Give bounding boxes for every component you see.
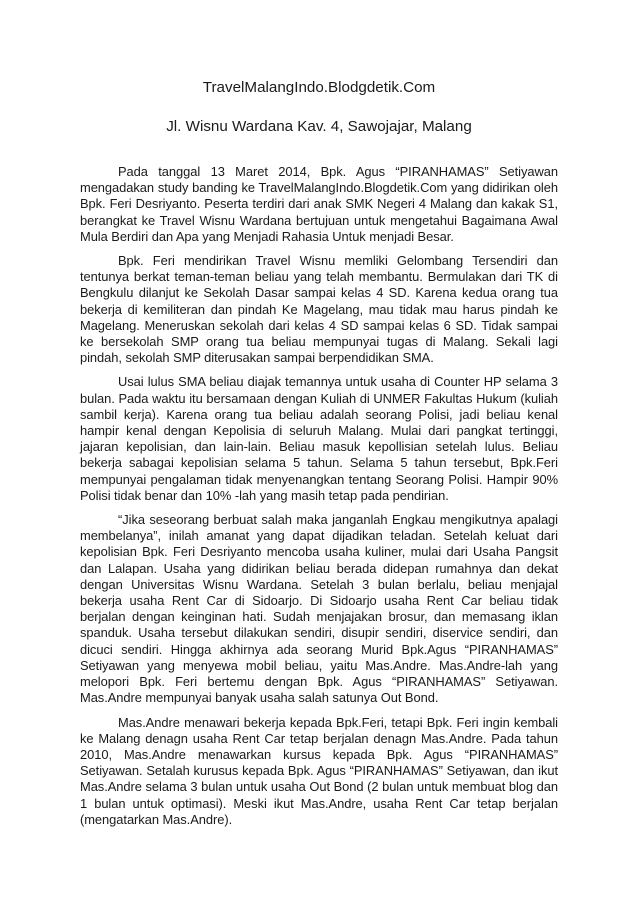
paragraph-5: Mas.Andre menawari bekerja kepada Bpk.Feri, tetapi Bpk. Feri ingin kembali ke Malang denagn usaha Rent Car tetap berjalan denagn Mas.Andre. Pada tahun 2010, Mas.Andre menawarkan kursus kepada Bpk. Agus “PIRANHAMAS” Setiyawan. Setalah kurusus kepada Bpk. Agus “PIRANHAMAS” Setiyawan, dan ikut Mas.Andre selama 3 bulan untuk usaha Out Bond (2 bulan untuk membuat blog dan 1 bulan untuk optimasi). Meski ikut Mas.Andre, usaha Rent Car tetap berjalan (mengatarkan Mas.Andre). xyxy=(80,714,558,827)
header-address: Jl. Wisnu Wardana Kav. 4, Sawojajar, Malang xyxy=(166,118,472,135)
paragraph-3: Usai lulus SMA beliau diajak temannya untuk usaha di Counter HP selama 3 bulan. Pada waktu itu bersamaan dengan Kuliah di UNMER Fakultas Hukum (kuliah sambil kerja). Karena orang tua beliau adalah seorang Polisi, jadi beliau kenal hampir kenal dengan Kepolisia di seluruh Malang. Mulai dari pangkat tertinggi, jajaran kepolisian, dan lain-lain. Beliau masuk kepollisian setelah lulus. Beliau bekerja sabagai kepolisian selama 5 tahun. Selama 5 tahun tersebut, Bpk.Feri mempunyai pengalaman tidak menyenangkan tentang Seorang Polisi. Hampir 90% Polisi tidak benar dan 10% -lah yang masih tetap pada pendirian. xyxy=(80,374,558,503)
document-body xyxy=(80,164,558,828)
paragraph-4: “Jika seseorang berbuat salah maka janganlah Engkau mengikutnya apalagi membelanya”, inilah amanat yang dapat dijadikan teladan. Setelah keluat dari kepolisian Bpk. Feri Desriyanto mencoba usaha kuliner, mulai dari Usaha Pangsit dan Lalapan. Usaha yang didirikan beliau berada didepan rumahnya dan dekat dengan Universitas Wisnu Wardana. Setelah 3 bulan berlalu, beliau menjajal bekerja usaha Rent Car di Sidoarjo. Di Sidoarjo usaha Rent Car beliau tidak berjalan dengan keinginan hati. Sudah menjajakan brosur, dan memasang iklan spanduk. Usaha tersebut dilakukan sendiri, disupir sendiri, diservice sendiri, dan dicuci sendiri. Hingga akhirnya ada seorang Murid Bpk.Agus “PIRANHAMAS” Setiyawan yang menyewa mobil beliau, yaitu Mas.Andre. Mas.Andre-lah yang melopori Bpk. Feri bertemu dengan Bpk. Agus “PIRANHAMAS” Setiyawan. Mas.Andre mempunyai banyak usaha salah satunya Out Bond. xyxy=(80,512,558,706)
paragraph-1: Pada tanggal 13 Maret 2014, Bpk. Agus “PIRANHAMAS” Setiyawan mengadakan study banding ke TravelMalangIndo.Blogdetik.Com yang didirikan oleh Bpk. Feri Desriyanto. Peserta terdiri dari anak SMK Negeri 4 Malang dan kakak S1, berangkat ke Travel Wisnu Wardana bertujuan untuk mengetahui Bagaimana Awal Mula Berdiri dan Apa yang Menjadi Rahasia Untuk menjadi Besar. xyxy=(80,164,558,244)
header-site-name: TravelMalangIndo.Blodgdetik.Com xyxy=(202,79,436,96)
paragraph-2: Bpk. Feri mendirikan Travel Wisnu memliki Gelombang Tersendiri dan tentunya berkat teman-teman beliau yang telah membantu. Bermulakan dari TK di Bengkulu dilanjut ke Sekolah Dasar sampai kelas 4 SD. Karena kedua orang tua bekerja di kemiliteran dan pindah Ke Magelang, mau tidak mau harus pindah ke Magelang. Meneruskan sekolah dari kelas 4 SD sampai kelas 6 SD. Tidak sampai ke bersekolah SMP orang tua beliau mempunyai tugas di Malang. Sekali lagi pindah, sekolah SMP diterusakan sampai berpendidikan SMA. xyxy=(80,253,558,366)
